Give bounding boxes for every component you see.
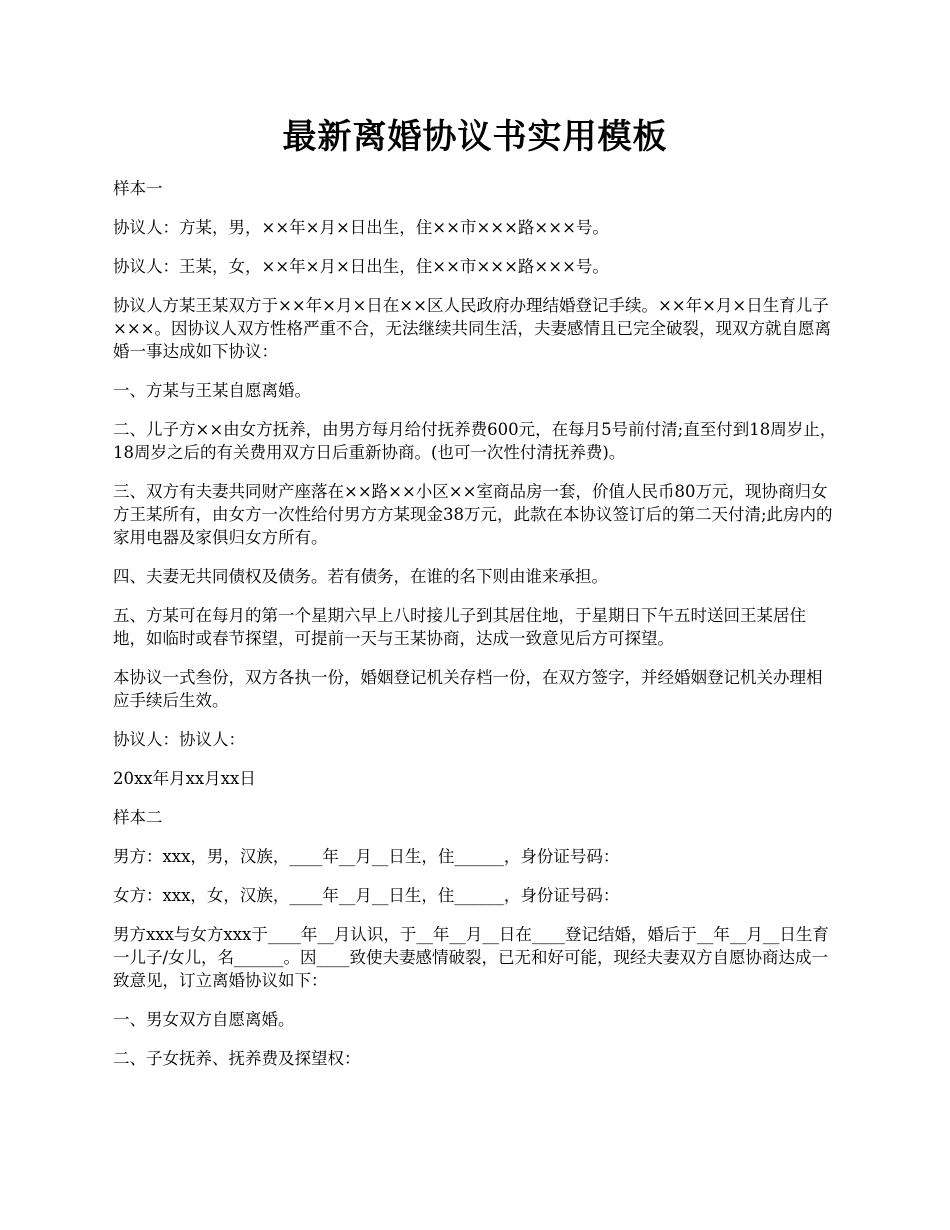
paragraph-sample-two-preamble: 男方xxx与女方xxx于____年__月认识，于__年__月__日在____登记结婚，婚后于__年__月__日生育一儿子/女儿，名______。因____致使夫妻感情破裂，已无和好可能，现经夫妻双方自愿协商达成一致意见，订立离婚协议如下：: [113, 925, 829, 990]
paragraph-signatures: 协议人：协议人：: [113, 730, 245, 749]
paragraph-party-fang: 协议人：方某，男，××年×月×日出生，住××市×××路×××号。: [113, 218, 609, 237]
document-title: 最新离婚协议书实用模板: [282, 117, 668, 157]
paragraph-sample-two-clause-2: 二、子女抚养、抚养费及探望权：: [113, 1049, 361, 1068]
document-body: [113, 177, 838, 1086]
paragraph-sample-two-clause-1: 一、男女双方自愿离婚。: [113, 1010, 295, 1029]
paragraph-date: 20xx年月xx月xx日: [113, 769, 256, 788]
paragraph-effectiveness: 本协议一式叁份，双方各执一份，婚姻登记机关存档一份，在双方签字，并经婚姻登记机关办理相应手续后生效。: [113, 668, 823, 710]
paragraph-female-party: 女方：xxx，女，汉族，____年__月__日生，住______，身份证号码：: [113, 886, 620, 905]
paragraph-sample-two-heading: 样本二: [113, 808, 163, 827]
paragraph-party-wang: 协议人：王某，女，××年×月×日出生，住××市×××路×××号。: [113, 257, 609, 276]
paragraph-sample-one-heading: 样本一: [113, 179, 163, 198]
paragraph-preamble: 协议人方某王某双方于××年×月×日在××区人民政府办理结婚登记手续。××年×月×日生育儿子×××。因协议人双方性格严重不合，无法继续共同生活，夫妻感情且已完全破裂，现双方就自愿离婚一事达成如下协议：: [113, 296, 831, 361]
paragraph-male-party: 男方：xxx，男，汉族，____年__月__日生，住______，身份证号码：: [113, 847, 620, 866]
paragraph-clause-5: 五、方某可在每月的第一个星期六早上八时接儿子到其居住地，于星期日下午五时送回王某居住地，如临时或春节探望，可提前一天与王某协商，达成一致意见后方可探望。: [113, 606, 806, 648]
paragraph-clause-4: 四、夫妻无共同债权及债务。若有债务，在谁的名下则由谁来承担。: [113, 567, 608, 586]
paragraph-clause-3: 三、双方有夫妻共同财产座落在××路××小区××室商品房一套，价值人民币80万元，现协商归女方王某所有，由女方一次性给付男方方某现金38万元，此款在本协议签订后的第二天付清;此房内的家用电器及家俱归女方所有。: [113, 482, 833, 547]
paragraph-clause-1: 一、方某与王某自愿离婚。: [113, 381, 311, 400]
paragraph-clause-2: 二、儿子方××由女方抚养，由男方每月给付抚养费600元，在每月5号前付清;直至付到18周岁止，18周岁之后的有关费用双方日后重新协商。(也可一次性付清抚养费)。: [113, 420, 837, 462]
